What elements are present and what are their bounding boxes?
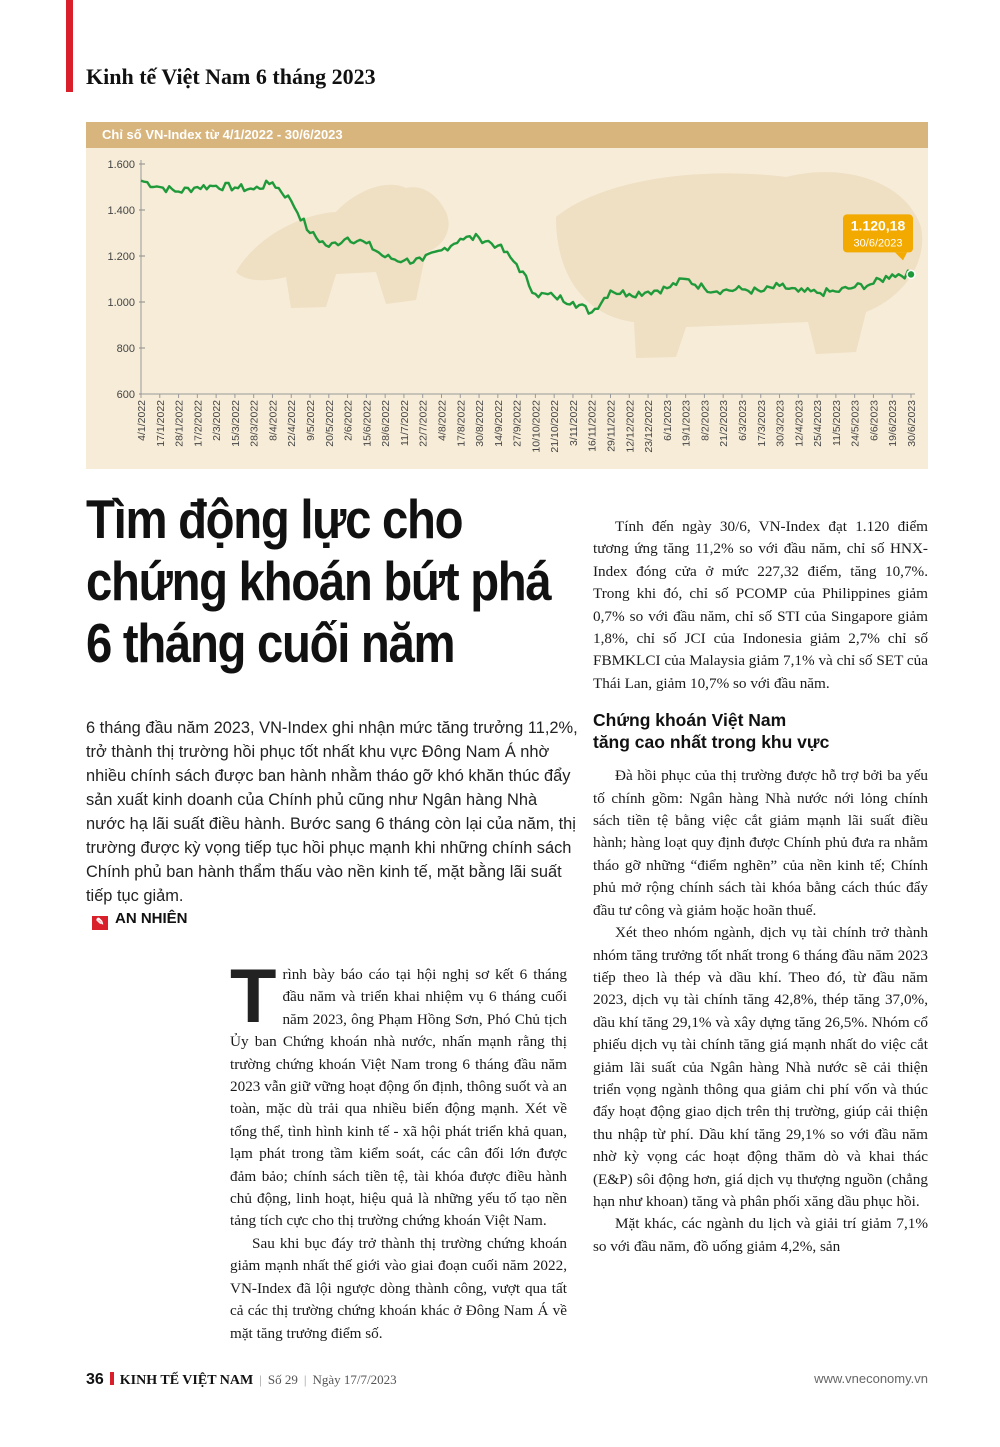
article-column-2 <box>593 516 928 1258</box>
x-tick-label: 12/4/2023 <box>793 400 806 447</box>
paragraph-5: Xét theo nhóm ngành, dịch vụ tài chính trở thành nhóm tăng trưởng tốt nhất trong 6 tháng đầu năm 2023 tiếp theo là thép và dầu khí. Theo đó, từ đầu năm 2023, dịch vụ tài chính tăng 42,8%, thép tăng 37,0%, dầu khí tăng 29,1% và xây dựng tăng 26,5%. Nhóm cổ phiếu dịch vụ tài chính tăng giá mạnh nhất do việc cắt giảm lãi suất của Ngân hàng Nhà nước sẽ cải thiện triển vọng ngành thông qua giảm chi phí vốn và thúc đẩy hoạt động giao dịch trên thị trường, giúp cải thiện thu nhập từ phí. Dầu khí tăng 29,1% so với đầu năm nhờ kỳ vọng các hoạt động thăm dò và khai thác (E&P) sôi động hơn, giá dịch vụ thượng nguồn (chẳng hạn như khoan) tăng và phân phối xăng dầu phục hồi. <box>593 924 928 1210</box>
x-tick-label: 30/3/2023 <box>774 400 787 447</box>
x-tick-label: 22/7/2022 <box>417 400 430 447</box>
subheading-line-2: tăng cao nhất trong khu vực <box>593 732 830 753</box>
lede-paragraph: 6 tháng đầu năm 2023, VN-Index ghi nhận mức tăng trưởng 11,2%, trở thành thị trường hồi phục tốt nhất khu vực Đông Nam Á nhờ nhiều chính sách được ban hành nhằm tháo gỡ khó khăn thúc đẩy sản xuất kinh doanh của Chính phủ cũng như Ngân hàng Nhà nước hạ lãi suất điều hành. Bước sang 6 tháng còn lại của năm, thị trường được kỳ vọng tiếp tục hồi phục mạnh khi những chính sách Chính phủ ban hành thẩm thấu vào nền kinh tế, mặt bằng lãi suất tiếp tục giảm. <box>86 719 578 905</box>
y-tick-label: 1.600 <box>107 159 135 171</box>
headline-line-1: Tìm động lực cho <box>86 488 463 550</box>
x-tick-label: 10/10/2022 <box>530 400 543 453</box>
chart-svg <box>86 122 928 469</box>
author-byline <box>92 910 188 930</box>
subheading-line-1: Chứng khoán Việt Nam <box>593 710 787 731</box>
callout-value: 1.120,18 <box>850 217 906 234</box>
paragraph-6: Mặt khác, các ngành du lịch và giải trí giảm 7,1% so với đầu năm, đồ uống giảm 4,2%, sản <box>593 1215 928 1255</box>
x-tick-label: 8/4/2022 <box>267 400 280 441</box>
y-tick-label: 1.000 <box>107 297 135 309</box>
magazine-name: KINH TẾ VIỆT NAM <box>119 1373 254 1388</box>
x-tick-label: 4/8/2022 <box>436 400 449 441</box>
x-tick-label: 9/5/2022 <box>305 400 318 441</box>
x-tick-label: 28/1/2022 <box>173 400 186 447</box>
x-tick-label: 17/3/2023 <box>755 400 768 447</box>
issue-number: Số 29 <box>267 1372 298 1387</box>
y-tick-label: 1.200 <box>107 251 135 263</box>
paragraph-2: Sau khi bục đáy trở thành thị trường chứng khoán giảm mạnh nhất thế giới vào giai đoạn cuối năm 2022, VN-Index đã lội ngược dòng thành công, vượt qua tất cả các thị trường chứng khoán khác ở Đông Nam Á về mặt tăng trưởng điểm số. <box>230 1234 567 1342</box>
issue-date: Ngày 17/7/2023 <box>312 1372 397 1387</box>
x-tick-label: 27/9/2022 <box>511 400 524 447</box>
x-tick-label: 21/2/2023 <box>718 400 731 447</box>
subheading <box>593 709 928 753</box>
headline-line-2: chứng khoán bứt phá <box>86 550 551 612</box>
article-column-1 <box>230 954 567 1345</box>
pen-icon: ✎ <box>92 916 108 930</box>
x-tick-label: 30/6/2023 <box>906 400 918 447</box>
bull-silhouette <box>236 185 449 308</box>
x-tick-label: 12/12/2022 <box>624 400 637 453</box>
page-number: 36 <box>86 1371 104 1388</box>
x-tick-label: 22/4/2022 <box>286 400 299 447</box>
callout-date: 30/6/2023 <box>853 237 903 250</box>
x-tick-label: 17/8/2022 <box>455 400 468 447</box>
chart-title: Chỉ số VN-Index từ 4/1/2022 - 30/6/2023 <box>102 127 343 142</box>
x-tick-label: 14/9/2022 <box>492 400 505 447</box>
x-tick-label: 2/6/2022 <box>342 400 355 441</box>
x-tick-label: 30/8/2022 <box>474 400 487 447</box>
author-name: AN NHIÊN <box>115 910 188 927</box>
x-tick-label: 4/1/2022 <box>136 400 148 441</box>
section-accent-bar <box>66 0 73 92</box>
x-tick-label: 28/6/2022 <box>380 400 393 447</box>
x-tick-label: 24/5/2023 <box>849 400 862 447</box>
drop-cap: T <box>230 954 277 1039</box>
vnindex-chart <box>86 122 928 469</box>
x-tick-label: 6/1/2023 <box>661 400 674 441</box>
x-tick-label: 2/3/2022 <box>211 400 224 441</box>
paragraph-4: Đà hồi phục của thị trường được hỗ trợ bởi ba yếu tố chính gồm: Ngân hàng Nhà nước nới lỏng chính sách tiền tệ bằng việc cắt giảm mạnh lãi suất điều hành; hàng loạt quy định được Chính phủ đưa ra nhằm tháo gỡ những “điểm nghẽn” của nền kinh tế; Chính phủ mở rộng chính sách tài khóa bằng cách thúc đẩy đầu tư công và giảm hoặc hoãn thuế. <box>593 767 928 919</box>
x-tick-label: 17/2/2022 <box>192 400 205 447</box>
x-tick-label: 15/3/2022 <box>229 400 242 447</box>
x-tick-label: 19/6/2023 <box>887 400 900 447</box>
y-tick-label: 600 <box>116 389 135 401</box>
x-tick-label: 8/2/2023 <box>699 400 712 441</box>
headline-line-3: 6 tháng cuối năm <box>86 612 455 674</box>
x-tick-label: 6/3/2023 <box>736 400 749 441</box>
x-tick-label: 3/11/2022 <box>567 400 580 446</box>
x-tick-label: 25/4/2023 <box>812 400 825 447</box>
headline <box>86 488 551 674</box>
x-tick-label: 19/1/2023 <box>680 400 693 447</box>
x-tick-label: 28/3/2022 <box>248 400 261 447</box>
footer-separator: | <box>259 1372 262 1387</box>
page-footer <box>86 1371 928 1391</box>
x-tick-label: 11/5/2023 <box>830 400 843 446</box>
y-tick-label: 1.400 <box>107 205 135 217</box>
section-title: Kinh tế Việt Nam 6 tháng 2023 <box>86 64 376 89</box>
bear-silhouette <box>556 172 922 358</box>
y-tick-label: 800 <box>116 343 135 355</box>
footer-accent <box>110 1372 114 1385</box>
x-tick-label: 11/7/2022 <box>398 400 411 446</box>
x-tick-label: 6/6/2023 <box>868 400 881 441</box>
paragraph-1-text: rình bày báo cáo tại hội nghị sơ kết 6 tháng đầu năm và triển khai nhiệm vụ 6 tháng cuối năm 2023, ông Phạm Hồng Sơn, Phó Chủ tịch Ủy ban Chứng khoán nhà nước, nhấn mạnh rằng thị trường chứng khoán Việt Nam trong 6 tháng đầu năm 2023 vẫn giữ vững hoạt động ổn định, thông suốt và an toàn, mặc dù trải qua nhiều biến động mạnh. Xét về tổng thể, tình hình kinh tế - xã hội phát triển khả quan, lạm phát trong tầm kiểm soát, các cân đối lớn được đảm bảo; chính sách tiền tệ, tài khóa được điều hành chủ động, linh hoạt, hiệu quả là những yếu tố tạo nền tảng tích cực cho thị trường chứng khoán Việt Nam. <box>230 966 567 1230</box>
x-tick-label: 21/10/2022 <box>549 400 562 453</box>
x-tick-label: 23/12/2022 <box>643 400 656 453</box>
end-point-marker <box>907 270 915 278</box>
website-link[interactable]: www.vneconomy.vn <box>814 1371 928 1386</box>
paragraph-3: Tính đến ngày 30/6, VN-Index đạt 1.120 điểm tương ứng tăng 11,2% so với đầu năm, chỉ số HNX-Index đóng cửa ở mức 227,32 điểm, tăng 10,7%. Trong khi đó, chỉ số PCOMP của Philippines giảm 0,7% so với đầu năm, chỉ số STI của Singapore giảm 1,8%, chỉ số JCI của Indonesia giảm 2,7% chỉ số FBMKLCI của Malaysia giảm 7,1% và chỉ số SET của Thái Lan, giảm 10,7% so với đầu năm. <box>593 518 928 692</box>
paragraph-1 <box>230 954 567 1233</box>
x-tick-label: 29/11/2022 <box>605 400 618 452</box>
x-tick-label: 15/6/2022 <box>361 400 374 447</box>
footer-separator: | <box>303 1372 307 1387</box>
x-tick-label: 17/1/2022 <box>154 400 167 447</box>
x-tick-label: 16/11/2022 <box>586 400 599 452</box>
x-tick-label: 20/5/2022 <box>323 400 336 447</box>
